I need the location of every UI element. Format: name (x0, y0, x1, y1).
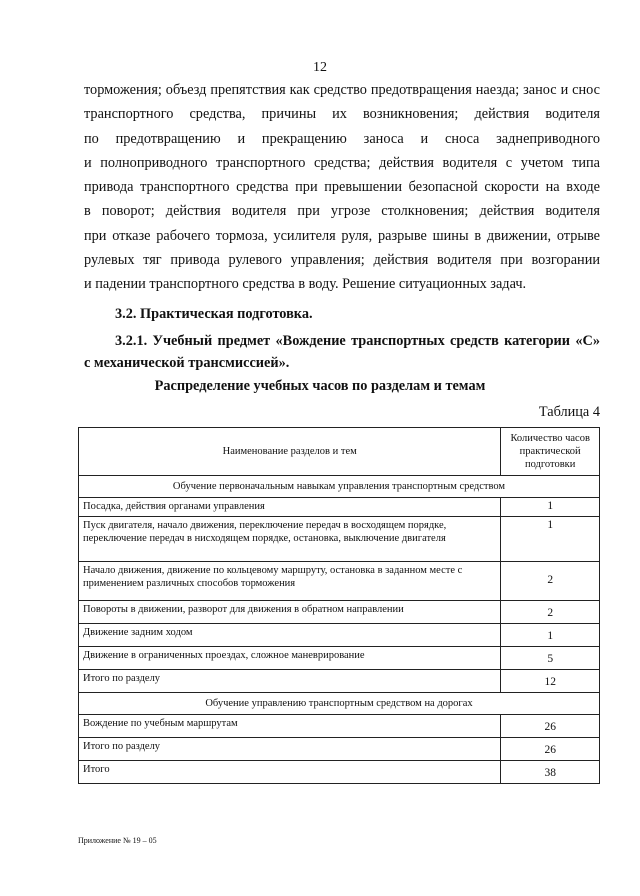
hours-cell: 5 (501, 647, 600, 670)
table-row (79, 761, 600, 784)
page-footer: Приложение № 19 – 05 (78, 836, 157, 845)
table-section-row (79, 693, 600, 715)
column-header-topics: Наименование разделов и тем (79, 428, 501, 476)
subsection-heading-line: с механической трансмиссией». (84, 355, 290, 371)
table-row (79, 738, 600, 761)
table-header-row (79, 428, 600, 476)
hours-cell: 26 (501, 715, 600, 738)
table-row (79, 562, 600, 601)
topic-cell: Движение задним ходом (79, 624, 501, 647)
hours-cell: 26 (501, 738, 600, 761)
page-number: 12 (313, 60, 327, 75)
section-heading: 3.2. Практическая подготовка. (115, 306, 313, 322)
table-row (79, 601, 600, 624)
hours-table (78, 427, 600, 784)
column-header-hours: Количество часов практической подготовки (501, 428, 600, 476)
topic-cell: Итого по разделу (79, 670, 501, 693)
topic-cell: Пуск двигателя, начало движения, переключение передач в восходящем порядке, переключение передач в нисходящем порядке, остановка, выключение двигателя (79, 517, 501, 562)
paragraph-line: в поворот; действия водителя при угрозе столкновения; действия водителя (84, 203, 600, 220)
table-row (79, 624, 600, 647)
hours-cell: 1 (501, 624, 600, 647)
paragraph-line: привода транспортного средства при превышении безопасной скорости на входе (84, 179, 600, 196)
hours-cell: 12 (501, 670, 600, 693)
topic-cell: Начало движения, движение по кольцевому маршруту, остановка в заданном месте с применением различных способов торможения (79, 562, 501, 601)
table-row (79, 517, 600, 562)
table-row (79, 670, 600, 693)
topic-cell: Вождение по учебным маршрутам (79, 715, 501, 738)
topic-cell: Итого по разделу (79, 738, 501, 761)
topic-cell: Итого (79, 761, 501, 784)
section-title: Обучение управлению транспортным средством на дорогах (79, 693, 600, 715)
paragraph-line: торможения; объезд препятствия как средство предотвращения наезда; занос и снос (84, 82, 600, 98)
section-title: Обучение первоначальным навыкам управления транспортным средством (79, 476, 600, 498)
topic-cell: Повороты в движении, разворот для движения в обратном направлении (79, 601, 501, 624)
table-title: Распределение учебных часов по разделам и темам (154, 378, 486, 394)
hours-cell: 1 (501, 498, 600, 517)
hours-cell: 2 (501, 601, 600, 624)
body-paragraph (84, 78, 600, 297)
table-row (79, 715, 600, 738)
topic-cell: Движение в ограниченных проездах, сложное маневрирование (79, 647, 501, 670)
paragraph-line: и падении транспортного средства в воду. Решение ситуационных задач. (84, 276, 527, 293)
subsection-heading-line: 3.2.1. Учебный предмет «Вождение транспортных средств категории «С» (115, 333, 600, 349)
hours-cell: 2 (501, 562, 600, 601)
hours-cell: 38 (501, 761, 600, 784)
subsection-heading (84, 330, 600, 374)
table-row (79, 498, 600, 517)
paragraph-line: рулевых тяг привода рулевого управления; действия водителя при возгорании (84, 252, 600, 269)
table-number: Таблица 4 (538, 404, 600, 420)
paragraph-line: и полноприводного транспортного средства; действия водителя с учетом типа (84, 154, 600, 171)
paragraph-line: при отказе рабочего тормоза, усилителя руля, разрыве шины в движении, отрыве (84, 227, 600, 244)
table-row (79, 647, 600, 670)
hours-cell: 1 (501, 517, 600, 562)
topic-cell: Посадка, действия органами управления (79, 498, 501, 517)
table-section-row (79, 476, 600, 498)
paragraph-line: по предотвращению и прекращению заноса и сноса заднеприводного (84, 130, 600, 147)
paragraph-line: транспортного средства, причины их возникновения; действия водителя (84, 106, 600, 123)
